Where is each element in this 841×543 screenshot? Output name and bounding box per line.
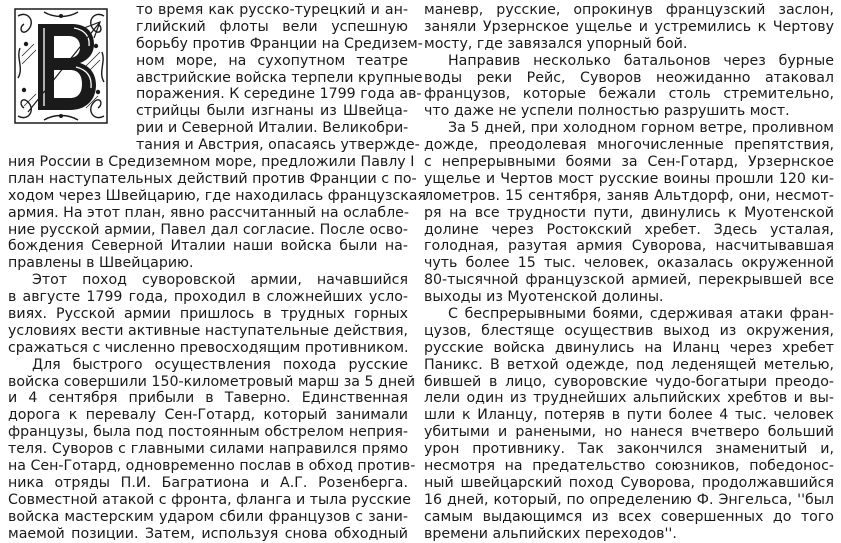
text-line: чуть более 15 тыс. человек, оказалась окруженной [424,255,834,272]
text-line: армия. На этот план, явно рассчитанный на ослабле- [8,204,409,221]
text-line: глийский флоты вели успешную [136,18,408,35]
text-line: ущелье и Чертов мост русские воины прошли 120 ки- [424,170,834,187]
paragraph-r3 [424,120,834,306]
drop-cap-area [8,4,120,132]
paragraph-r2 [424,53,834,121]
text-line: бившей в лицо, суворовские чудо-богатыри преодо- [424,373,834,390]
text-line: в августе 1799 года, проходил в сложнейших усло- [8,289,408,306]
text-line: заняли Урзернское ущелье и устремились к Чертову [424,18,834,35]
text-line: времени альпийских переходов''. [424,525,677,542]
text-line: то время как русско-турецкий и ан- [136,2,408,18]
text-line: голодная, разутая армия Суворова, насчитывавшая [424,238,834,255]
text-line: Для быстрого осуществления похода русские [32,356,408,373]
text-line: ходом через Швейцарию, где находилась французская [8,187,427,204]
text-line: ние русской армии, Павел дал согласие. После осво- [8,221,408,238]
text-line: За 5 дней, при холодном горном ветре, проливном [448,120,834,137]
text-line: 80-тысячной французской армией, перекрывшей все [424,272,834,289]
ornamental-drop-cap-icon [14,8,108,124]
left-column [8,2,427,543]
text-line: сражаться с численно превосходящим противником. [8,339,409,356]
text-line: виях. Русской армии пришлось в трудных горных [8,306,408,323]
text-line: французов, которые бежали столь стремительно, [424,86,834,103]
text-line: на Сен-Готард, одновременно послав в обход против- [8,458,416,475]
text-line: лометров. 15 сентября, заняв Альтдорф, они, несмот- [424,187,834,204]
text-line: ном море, на сухопутном театре [136,52,408,69]
right-column [424,2,834,543]
paragraph-3 [8,356,416,543]
text-line: план наступательных действий против Франции с по- [8,170,417,187]
text-line: цузов, блестяще осуществив выход из окружения, [424,322,834,339]
text-line: теля. Суворов с главными силами направился прямо [8,441,408,458]
text-line: ния России в Средиземном море, предложили Павлу I [8,154,415,171]
text-line: борьбу против Франции на Средизем- [136,35,423,52]
text-line: убитыми и ранеными, но нанеся вчетверо больший [424,424,834,441]
text-line: дожде, преодолевая многочисленные препятствия, [424,137,834,154]
text-line: несмотря на предательство союзников, победонос- [424,458,834,475]
text-line: мосту, где завязался упорный бой. [424,35,688,52]
text-line: французы, была под постоянным обстрелом неприя- [8,424,408,441]
text-line: выходы из Муотенской долины. [424,289,664,306]
paragraph-1-continued [8,137,427,272]
text-line: тания и Австрия, опасаясь утвержде- [136,137,420,154]
text-line: и 4 сентября прибыли в Таверно. Единственная [8,390,408,407]
text-line: войска мастерским ударом сбили французов с зани- [8,508,408,525]
text-line: Совместной атакой с фронта, фланга и тыла русские [8,491,411,508]
text-line: воды реки Рейс, Суворов неожиданно атаковал [424,69,834,86]
text-line: С беспрерывными боями, сдерживая атаки фран- [448,306,834,323]
text-line: русские войска двинулись на Иланц через хребет [424,339,834,356]
text-line: маневр, русские, опрокинув французский заслон, [424,2,834,18]
text-line: Этот поход суворовской армии, начавшийся [32,272,408,289]
text-line: Паникс. В ветхой одежде, под леденящей метелью, [424,356,834,373]
text-line: стрийцы были изгнаны из Швейца- [136,103,408,120]
text-line: ника отряды П.И. Багратиона и А.Г. Розенберга. [8,474,408,491]
text-line: ря на все трудности пути, двинулись к Муотенской [424,204,834,221]
text-line: самым выдающимся из всех совершенных до того [424,508,834,525]
text-line: урон противнику. Так закончился знаменитый и, [424,441,834,458]
text-line: войска совершили 150-километровый марш за 5 дней [8,373,416,390]
text-line: 16 дней, который, по определению Ф. Энгельса, ''был [424,491,834,508]
paragraph-2 [8,272,408,356]
paragraph-r1 [424,2,834,53]
text-line: долине через Ростокский хребет. Здесь усталая, [424,221,834,238]
text-line: условиях вести активные наступательные действия, [8,322,408,339]
text-line: Направив несколько батальонов через бурные [448,52,834,69]
text-line: лели один из труднейших альпийских хребтов и вы- [424,390,834,407]
text-line: правлены в Швейцарию. [8,255,194,272]
text-line: рии и Северной Италии. Великобри- [136,120,409,137]
paragraph-r4 [424,306,834,542]
text-line: с непрерывными боями за Сен-Готард, Урзернское [424,154,834,171]
text-line: дорога к перевалу Сен-Готард, который занимали [8,407,408,424]
text-line: шли к Иланцу, потеряв в пути более 4 тыс. человек [424,407,834,424]
text-line: что даже не успели полностью разрушить мост. [424,103,790,120]
text-line: бождения Северной Италии наши войска были на- [8,238,408,255]
text-line: поражения. К середине 1799 года ав- [136,86,422,103]
text-line: австрийские войска терпели крупные [136,69,423,86]
text-line: ный швейцарский поход Суворова, продолжавшийся [424,474,834,491]
text-line: маемой позиции. Затем, используя снова обходный [8,525,408,542]
paragraph-1-wrapped [136,2,423,137]
